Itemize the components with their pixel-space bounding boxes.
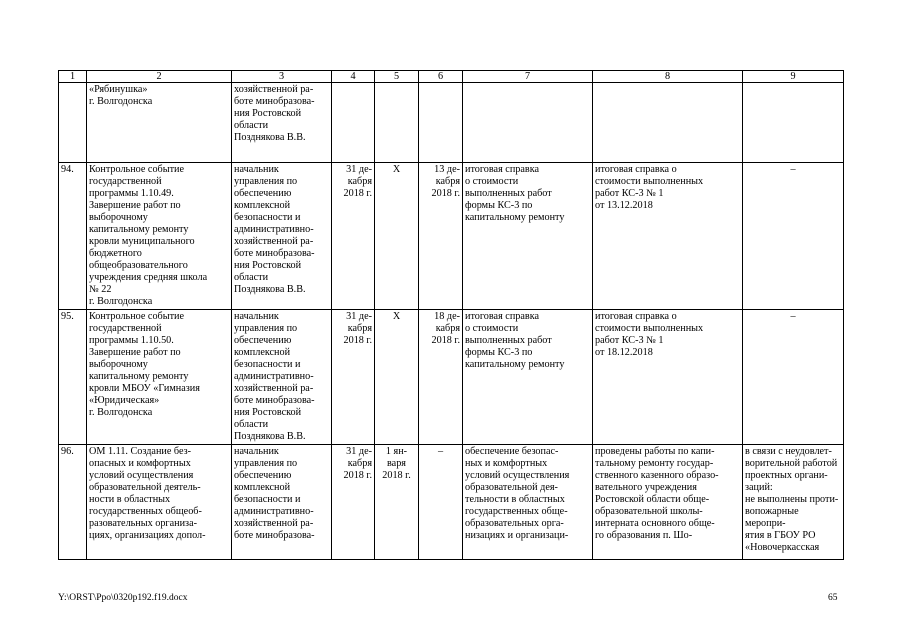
reason-cell (743, 83, 844, 163)
start-date-cell: X (375, 163, 419, 310)
column-header: 2 (87, 71, 232, 83)
table-row (59, 163, 844, 310)
column-header: 3 (232, 71, 332, 83)
start-date-cell: 1 ян- варя 2018 г. (375, 445, 419, 560)
row-number: 96. (59, 445, 87, 560)
start-date-cell (375, 83, 419, 163)
planned-date-cell (332, 83, 375, 163)
event-name-cell: Контрольное событие государственной программы 1.10.50. Завершение работ по выборочному капитальному ремонту кровли МБОУ «Гимназия «Юридическая» г. Волгодонска (87, 310, 232, 445)
reason-cell: – (743, 310, 844, 445)
expected-result-cell: обеспечение безопас- ных и комфортных условий осуществления образовательной дея- тельности в областных государственных обще- образовательных орга- низациях и организаци- (463, 445, 593, 560)
event-name-cell: Контрольное событие государственной программы 1.10.49. Завершение работ по выборочному капитальному ремонту кровли муниципального бюджетного общеобразовательного учреждения средняя школа № 22 г. Волгодонска (87, 163, 232, 310)
column-header: 8 (593, 71, 743, 83)
planned-date-cell: 31 де- кабря 2018 г. (332, 163, 375, 310)
start-date-cell: X (375, 310, 419, 445)
table-row (59, 310, 844, 445)
column-header: 5 (375, 71, 419, 83)
expected-result-cell: итоговая справка о стоимости выполненных работ формы КС-3 по капитальному ремонту (463, 163, 593, 310)
actual-date-cell: 18 де- кабря 2018 г. (419, 310, 463, 445)
responsible-cell: хозяйственной ра- боте минобразова- ния Ростовской области Позднякова В.В. (232, 83, 332, 163)
expected-result-cell (463, 83, 593, 163)
document-table (58, 70, 844, 560)
row-number (59, 83, 87, 163)
expected-result-cell: итоговая справка о стоимости выполненных работ формы КС-3 по капитальному ремонту (463, 310, 593, 445)
event-name-cell: ОМ 1.11. Создание без- опасных и комфортных условий осуществления образовательной деятель- ности в областных государственных общеоб- разовательных организа- циях, организациях допол- (87, 445, 232, 560)
column-header: 7 (463, 71, 593, 83)
actual-result-cell (593, 83, 743, 163)
table-row (59, 445, 844, 560)
responsible-cell: начальник управления по обеспечению комплексной безопасности и административно- хозяйственной ра- боте минобразова- ния Ростовской области Позднякова В.В. (232, 163, 332, 310)
row-number: 94. (59, 163, 87, 310)
column-header: 1 (59, 71, 87, 83)
planned-date-cell: 31 де- кабря 2018 г. (332, 310, 375, 445)
actual-date-cell: – (419, 445, 463, 560)
column-number-row (59, 71, 844, 83)
column-header: 9 (743, 71, 844, 83)
actual-result-cell: проведены работы по капи- тальному ремонту государ- ственного казенного образо- вательного учреждения Ростовской области обще- образовательной школы- интерната основного обще- го образования п. Шо- (593, 445, 743, 560)
file-path-footer: Y:\ORST\Ppo\0320p192.f19.docx (58, 593, 188, 603)
actual-result-cell: итоговая справка о стоимости выполненных работ КС-3 № 1 от 18.12.2018 (593, 310, 743, 445)
row-number: 95. (59, 310, 87, 445)
responsible-cell: начальник управления по обеспечению комплексной безопасности и административно- хозяйственной ра- боте минобразова- (232, 445, 332, 560)
reason-cell: в связи с неудовлет- ворительной работой проектных органи- заций: не выполнены проти- вопожарные меропри- ятия в ГБОУ РО «Новочеркасская (743, 445, 844, 560)
page-number: 65 (828, 593, 838, 603)
responsible-cell: начальник управления по обеспечению комплексной безопасности и административно- хозяйственной ра- боте минобразова- ния Ростовской области Позднякова В.В. (232, 310, 332, 445)
table-row (59, 83, 844, 163)
planned-date-cell: 31 де- кабря 2018 г. (332, 445, 375, 560)
event-name-cell: «Рябинушка» г. Волгодонска (87, 83, 232, 163)
reason-cell: – (743, 163, 844, 310)
actual-date-cell (419, 83, 463, 163)
column-header: 4 (332, 71, 375, 83)
actual-date-cell: 13 де- кабря 2018 г. (419, 163, 463, 310)
column-header: 6 (419, 71, 463, 83)
actual-result-cell: итоговая справка о стоимости выполненных работ КС-3 № 1 от 13.12.2018 (593, 163, 743, 310)
